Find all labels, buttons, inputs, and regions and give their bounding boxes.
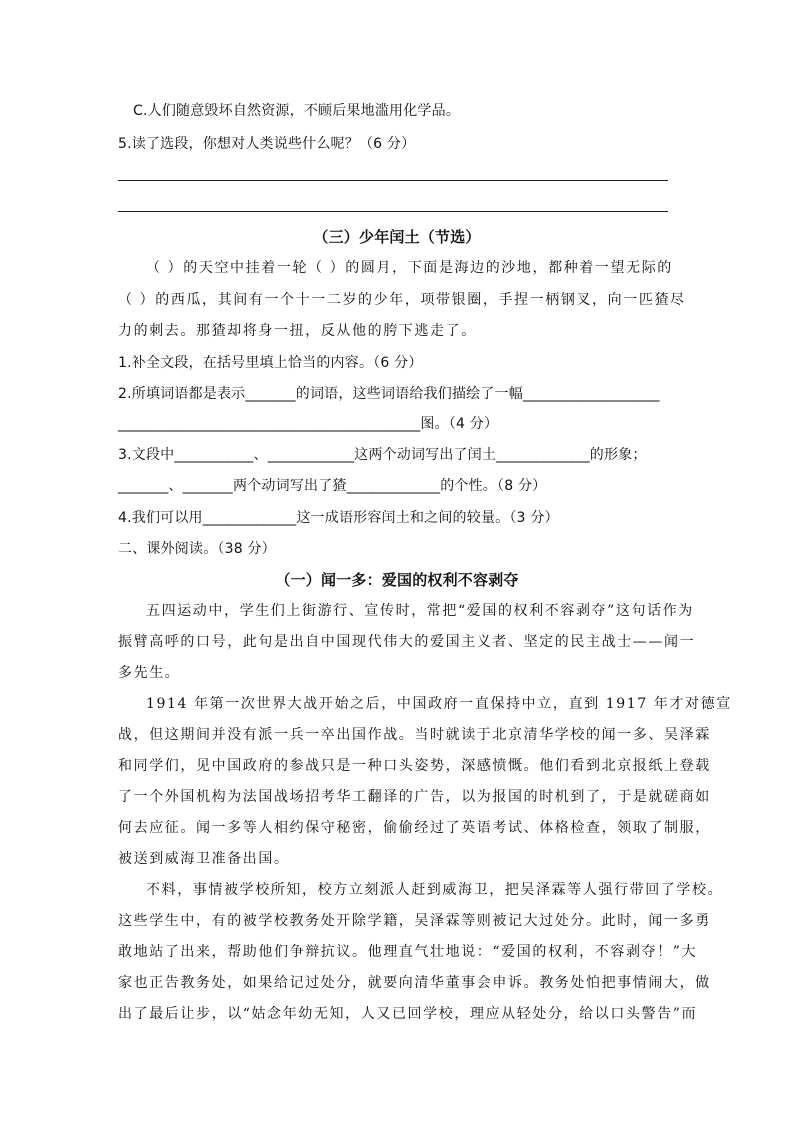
section3-question-4: 4.我们可以用_____________这一成语形容闰土和之间的较量。（3 分） [118, 510, 559, 526]
section3-question-1: 1.补全文段，在括号里填上恰当的内容。（6 分） [118, 355, 423, 371]
section3-question-2: 2.所填词语都是表示_______的词语，这些词语给我们描绘了一幅___________________ [118, 386, 660, 402]
section3-question-3: 3.文段中___________、____________这两个动词写出了闰土_____________的形象； [118, 447, 647, 463]
question-5: 5.读了选段，你想对人类说些什么呢？（6 分） [118, 136, 416, 152]
article-line: 1914 年第一次世界大战开始之后，中国政府一直保持中立，直到 1917 年才对德宣 [146, 696, 732, 712]
part-two-heading: 二、课外阅读。（38 分） [118, 541, 276, 557]
section3-title: （三）少年闰土（节选） [313, 228, 481, 246]
article-line: 振臂高呼的口号，此句是出自中国现代伟大的爱国主义者、坚定的民主战士——闻一 [118, 634, 696, 650]
article-line: 家也正告教务处，如果给记过处分，就要向清华董事会申诉。教务处怕把事情闹大，做 [118, 975, 711, 991]
section3-question-2-cont: __________________________________________图。（4 分） [118, 416, 499, 432]
option-c: C.人们随意毁坏自然资源，不顾后果地滥用化学品。 [133, 103, 461, 119]
article-line: 被送到威海卫准备出国。 [118, 851, 290, 867]
passage-line: 力的刺去。那猹却将身一扭，反从他的胯下逃走了。 [118, 323, 477, 339]
answer-line-2[interactable] [118, 211, 668, 212]
passage-line: （ ）的天空中挂着一轮（ ）的圆月，下面是海边的沙地，都种着一望无际的 [146, 260, 673, 276]
article-line: 了一个外国机构为法国战场招考华工翻译的广告，以为报国的时机到了，于是就磋商如 [118, 789, 711, 805]
passage-line: （ ）的西瓜，其间有一个十一二岁的少年，项带银圈，手捏一柄钢叉，向一匹猹尽 [118, 292, 686, 308]
article-line: 多先生。 [118, 665, 181, 681]
article-line: 战，但这期间并没有派一兵一卒出国作战。当时就读于北京清华学校的闻一多、吴泽霖 [118, 727, 711, 743]
article-line: 出了最后让步，以“姑念年幼无知，人又已回学校，理应从轻处分，给以口头警告”而 [118, 1006, 698, 1022]
article-line: 敢地站了出来，帮助他们争辩抗议。他理直气壮地说：“爱国的权利，不容剥夺！”大 [118, 944, 698, 960]
section3-question-3-cont: _______、_______两个动词写出了猹_____________的个性。（8 分） [118, 478, 547, 494]
answer-line-1[interactable] [118, 180, 668, 181]
article-line: 这些学生中，有的被学校教务处开除学籍，吴泽霖等则被记大过处分。此时，闻一多勇 [118, 913, 711, 929]
article-line: 和同学们，见中国政府的参战只是一种口头姿势，深感愤慨。他们看到北京报纸上登载 [118, 758, 711, 774]
article-line: 何去应征。闻一多等人相约保守秘密，偷偷经过了英语考试、体格检查，领取了制服， [118, 820, 711, 836]
article-line: 五四运动中，学生们上街游行、宣传时，常把“爱国的权利不容剥夺”这句话作为 [146, 603, 694, 619]
article-line: 不料，事情被学校所知，校方立刻派人赶到威海卫，把吴泽霖等人强行带回了学校。 [146, 882, 724, 898]
article-title: （一）闻一多：爱国的权利不容剥夺 [275, 571, 519, 589]
